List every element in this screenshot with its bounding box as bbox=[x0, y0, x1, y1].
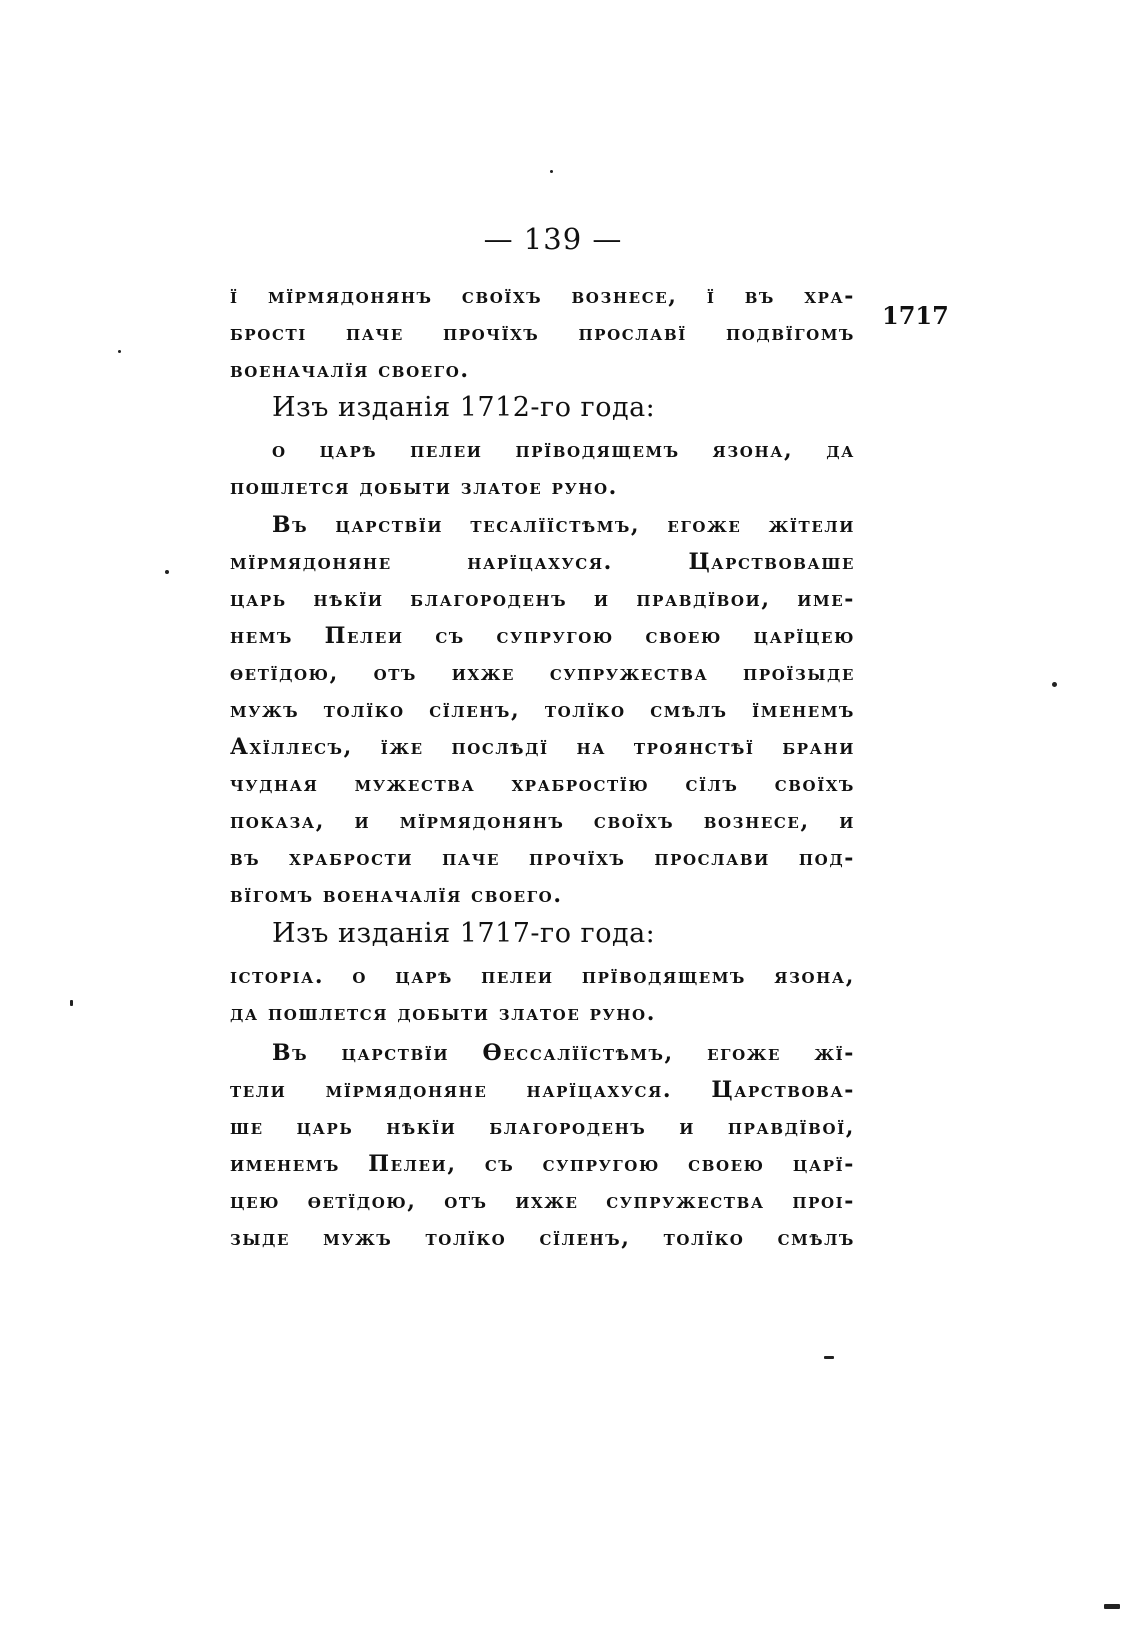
text-line: історіа. о царѣ пелеи прїводящемъ язона, bbox=[230, 963, 855, 989]
scan-speck bbox=[70, 1000, 73, 1006]
text-line: мїрмядоняне нарїцахуся. Царствоваше bbox=[230, 549, 855, 575]
text-line: вїгомъ военачалїя своего. bbox=[230, 882, 563, 908]
section-heading: Изъ изданія 1712-го года: bbox=[272, 392, 656, 423]
scan-speck bbox=[165, 570, 169, 574]
text-line: Ахїллесъ, їже послѣдї на троянстѣї брани bbox=[230, 734, 855, 760]
text-line: да пошлется добыти златое руно. bbox=[230, 1000, 656, 1026]
text-line: пошлется добыти златое руно. bbox=[230, 474, 618, 500]
scan-speck bbox=[118, 350, 121, 353]
text-line: царь нѣкїи благороденъ и правдївои, име- bbox=[230, 586, 855, 612]
text-line: показа, и мїрмядонянъ своїхъ вознесе, и bbox=[230, 808, 855, 834]
scan-speck bbox=[824, 1356, 834, 1359]
scan-speck bbox=[1104, 1604, 1120, 1609]
text-line: зыде мужъ толїко сїленъ, толїко смѣлъ bbox=[230, 1225, 855, 1251]
text-line: тели мїрмядоняне нарїцахуся. Царствова- bbox=[230, 1077, 855, 1103]
text-line: именемъ Пелеи, съ супругою своею царї- bbox=[230, 1151, 855, 1177]
text-line: мужъ толїко сїленъ, толїко смѣлъ їменемъ bbox=[230, 697, 855, 723]
text-line: военачалїя своего. bbox=[230, 357, 470, 383]
text-line: цею ѳетїдою, отъ ихже супружества проі- bbox=[230, 1188, 855, 1214]
text-line: ѳетїдою, отъ ихже супружества проїзыде bbox=[230, 660, 855, 686]
section-heading: Изъ изданія 1717-го года: bbox=[272, 918, 656, 949]
text-line: ше царь нѣкїи благороденъ и правдївої, bbox=[230, 1114, 855, 1140]
text-line: немъ Пелеи съ супругою своею царїцею bbox=[230, 623, 855, 649]
margin-year-note: 1717 bbox=[882, 301, 949, 330]
text-line: брості паче прочїхъ прославї подвїгомъ bbox=[230, 320, 855, 346]
text-line: чудная мужества храбростїю сїлъ своїхъ bbox=[230, 771, 855, 797]
scan-speck bbox=[550, 170, 553, 173]
text-line: о царѣ пелеи прїводящемъ язона, да bbox=[272, 437, 855, 463]
text-line: Въ царствїи тесалїїстѣмъ, егоже жїтели bbox=[272, 512, 855, 538]
scan-speck bbox=[1052, 682, 1057, 687]
text-line: Въ царствїи Ѳессалїїстѣмъ, егоже жї- bbox=[272, 1040, 855, 1066]
text-line: ї мїрмядонянъ своїхъ вознесе, ї въ хра- bbox=[230, 283, 855, 309]
page-number: — 139 — bbox=[483, 222, 623, 256]
text-line: въ храбрости паче прочїхъ прослави под- bbox=[230, 845, 855, 871]
